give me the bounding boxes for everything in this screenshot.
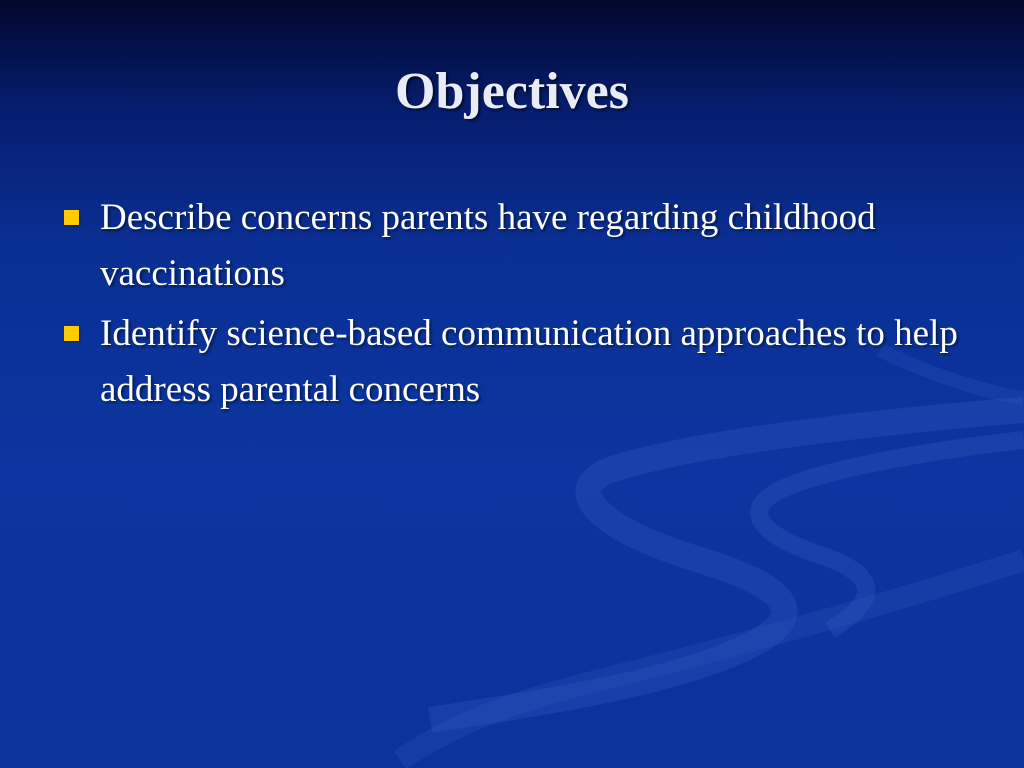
bullet-item xyxy=(62,190,962,302)
square-bullet-icon xyxy=(64,326,79,341)
bullet-text: Identify science-based communication approaches to help address parental concerns xyxy=(100,313,958,410)
bullet-list xyxy=(62,190,962,422)
slide-title: Objectives xyxy=(395,63,629,120)
bullet-item xyxy=(62,306,962,418)
bullet-text: Describe concerns parents have regarding childhood vaccinations xyxy=(100,197,876,294)
square-bullet-icon xyxy=(64,210,79,225)
